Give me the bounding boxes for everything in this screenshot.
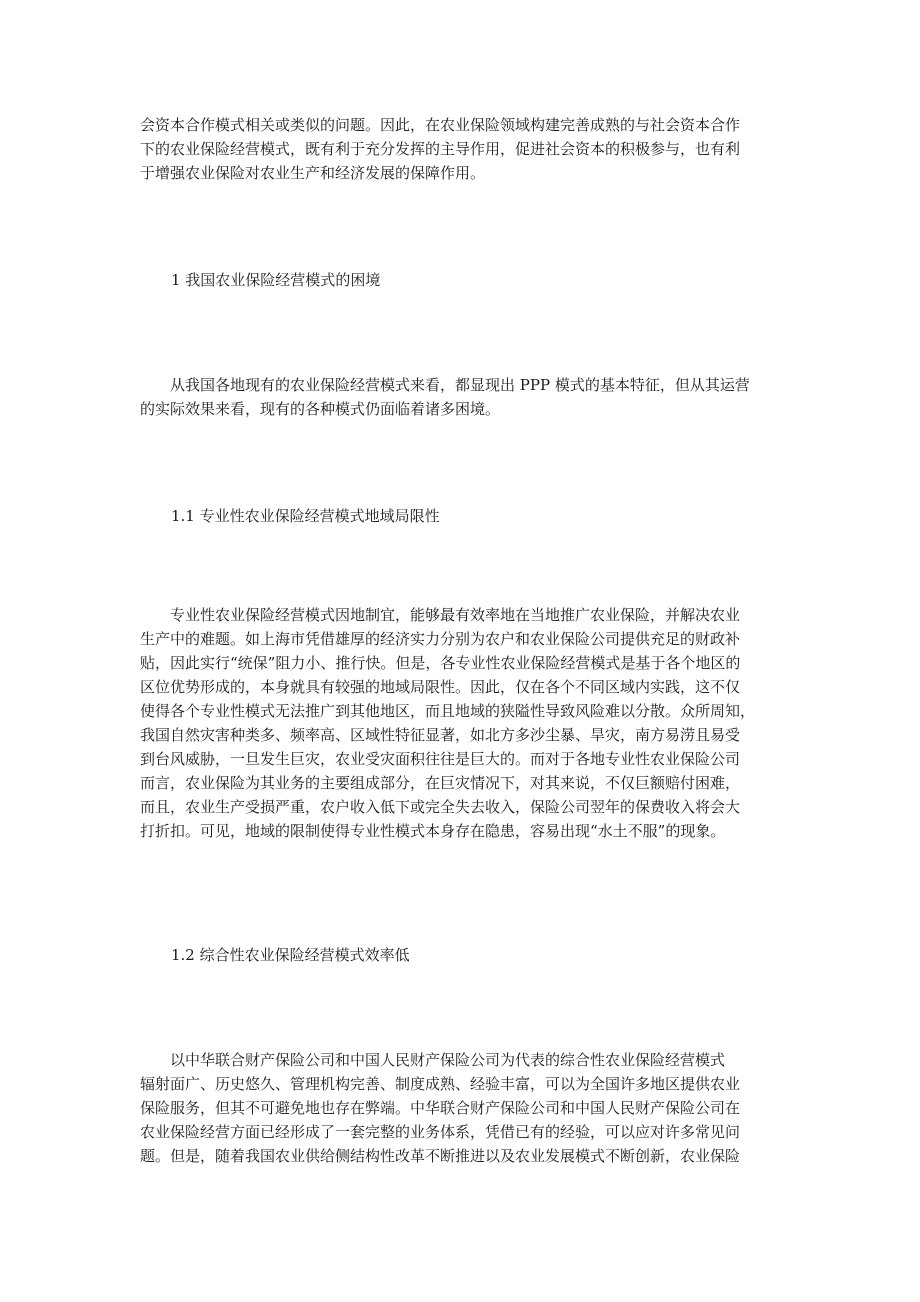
section-1-paragraph: [140, 373, 785, 421]
paragraph-line: 而且，农业生产受损严重，农户收入低下或完全失去收入，保险公司翌年的保费收入将会大: [140, 798, 741, 816]
paragraph-line: 的实际效果来看，现有的各种模式仍面临着诸多困境。: [140, 400, 501, 418]
intro-paragraph: [140, 113, 785, 185]
section-1-2-paragraph: [140, 1048, 785, 1168]
paragraph-line: 专业性农业保险经营模式因地制宜，能够最有效率地在当地推广农业保险，并解决农业: [170, 606, 741, 624]
paragraph-line: 生产中的难题。如上海市凭借雄厚的经济实力分别为农户和农业保险公司提供充足的财政补: [140, 630, 741, 648]
section-heading-1: 1 我国农业保险经营模式的困境: [171, 271, 381, 289]
paragraph-line: 保险服务，但其不可避免地也存在弊端。中华联合财产保险公司和中国人民财产保险公司在: [140, 1099, 741, 1117]
paragraph-line: 以中华联合财产保险公司和中国人民财产保险公司为代表的综合性农业保险经营模式: [170, 1051, 726, 1069]
paragraph-line: 我国自然灾害种类多、频率高、区域性特征显著，如北方多沙尘暴、旱灾，南方易涝且易受: [140, 726, 741, 744]
paragraph-line: 辐射面广、历史悠久、管理机构完善、制度成熟、经验丰富，可以为全国许多地区提供农业: [140, 1075, 741, 1093]
paragraph-line: 使得各个专业性模式无法推广到其他地区，而且地域的狭隘性导致风险难以分散。众所周知，: [140, 702, 756, 720]
paragraph-line: 下的农业保险经营模式，既有利于充分发挥的主导作用，促进社会资本的积极参与，也有利: [140, 140, 741, 158]
paragraph-line: 而言，农业保险为其业务的主要组成部分，在巨灾情况下，对其来说，不仅巨额赔付困难，: [140, 774, 741, 792]
paragraph-line: 会资本合作模式相关或类似的问题。因此，在农业保险领域构建完善成熟的与社会资本合作: [140, 116, 741, 134]
paragraph-line: 农业保险经营方面已经形成了一套完整的业务体系，凭借已有的经验，可以应对许多常见问: [140, 1123, 741, 1141]
paragraph-line: 从我国各地现有的农业保险经营模式来看，都显现出 PPP 模式的基本特征，但从其运营: [170, 376, 750, 394]
paragraph-line: 贴，因此实行“统保”阻力小、推行快。但是，各专业性农业保险经营模式是基于各个地区的: [140, 654, 741, 672]
section-heading-1-2: 1.2 综合性农业保险经营模式效率低: [171, 946, 410, 964]
paragraph-line: 到台风威胁，一旦发生巨灾，农业受灾面积往往是巨大的。而对于各地专业性农业保险公司: [140, 750, 741, 768]
section-1-1-paragraph: [140, 603, 785, 843]
paragraph-line: 区位优势形成的，本身就具有较强的地域局限性。因此，仅在各个不同区域内实践，这不仅: [140, 678, 741, 696]
section-heading-1-1: 1.1 专业性农业保险经营模式地域局限性: [171, 507, 440, 525]
paragraph-line: 打折扣。可见，地域的限制使得专业性模式本身存在隐患，容易出现“水土不服”的现象。: [140, 822, 726, 840]
paragraph-line: 题。但是，随着我国农业供给侧结构性改革不断推进以及农业发展模式不断创新，农业保险: [140, 1147, 741, 1165]
paragraph-line: 于增强农业保险对农业生产和经济发展的保障作用。: [140, 164, 486, 182]
